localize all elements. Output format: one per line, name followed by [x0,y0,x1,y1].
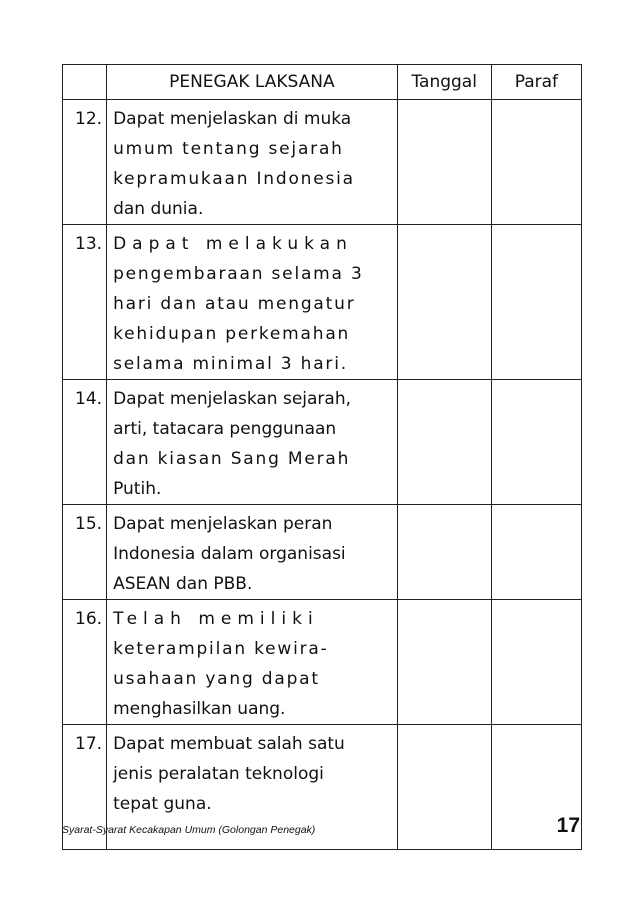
header-number [63,65,107,100]
header-date: Tanggal [397,65,491,100]
description-line: jenis peralatan teknologi [113,764,324,784]
signature-cell[interactable] [491,600,581,725]
description-line: dan kiasan Sang Merah [113,449,351,469]
row-number: 13. [63,225,107,380]
table-row [63,505,582,600]
table-row [63,225,582,380]
row-number: 16. [63,600,107,725]
header-signature: Paraf [491,65,581,100]
checklist-table [62,64,582,850]
row-number: 15. [63,505,107,600]
table-header-row [63,65,582,100]
description-line: arti, tatacara penggunaan [113,419,337,439]
row-description [107,505,398,600]
description-line: Indonesia dalam organisasi [113,544,346,564]
description-line: Dapat melakukan [113,234,353,254]
description-line: Dapat menjelaskan peran [113,514,333,534]
table-row [63,100,582,225]
description-line: pengembaraan selama 3 [113,264,364,284]
date-cell[interactable] [397,505,491,600]
date-cell[interactable] [397,380,491,505]
table-row [63,600,582,725]
description-line: dan dunia. [113,199,204,219]
row-description [107,380,398,505]
row-number: 12. [63,100,107,225]
description-line: Dapat menjelaskan di muka [113,109,352,129]
description-line: kepramukaan Indonesia [113,169,355,189]
signature-cell[interactable] [491,225,581,380]
description-line: Dapat menjelaskan sejarah, [113,389,352,409]
date-cell[interactable] [397,600,491,725]
footer-title: Syarat-Syarat Kecakapan Umum (Golongan Penegak) [62,824,316,836]
page-number: 17 [556,814,580,837]
signature-cell[interactable] [491,100,581,225]
description-line: Telah memiliki [113,609,319,629]
description-line: tepat guna. [113,794,212,814]
row-number: 14. [63,380,107,505]
description-line: menghasilkan uang. [113,699,286,719]
description-line: kehidupan perkemahan [113,324,351,344]
table-row [63,380,582,505]
description-line: keterampilan kewira- [113,639,329,659]
description-line: Putih. [113,479,162,499]
row-description [107,225,398,380]
description-line: Dapat membuat salah satu [113,734,345,754]
signature-cell[interactable] [491,505,581,600]
page-footer [62,814,582,848]
row-number: 17. [63,725,107,850]
date-cell[interactable] [397,100,491,225]
header-activity: PENEGAK LAKSANA [107,65,398,100]
row-description [107,600,398,725]
description-line: ASEAN dan PBB. [113,574,253,594]
description-line: hari dan atau mengatur [113,294,356,314]
description-line: usahaan yang dapat [113,669,320,689]
date-cell[interactable] [397,225,491,380]
signature-cell[interactable] [491,380,581,505]
description-line: umum tentang sejarah [113,139,344,159]
row-description [107,100,398,225]
description-line: selama minimal 3 hari. [113,354,348,374]
